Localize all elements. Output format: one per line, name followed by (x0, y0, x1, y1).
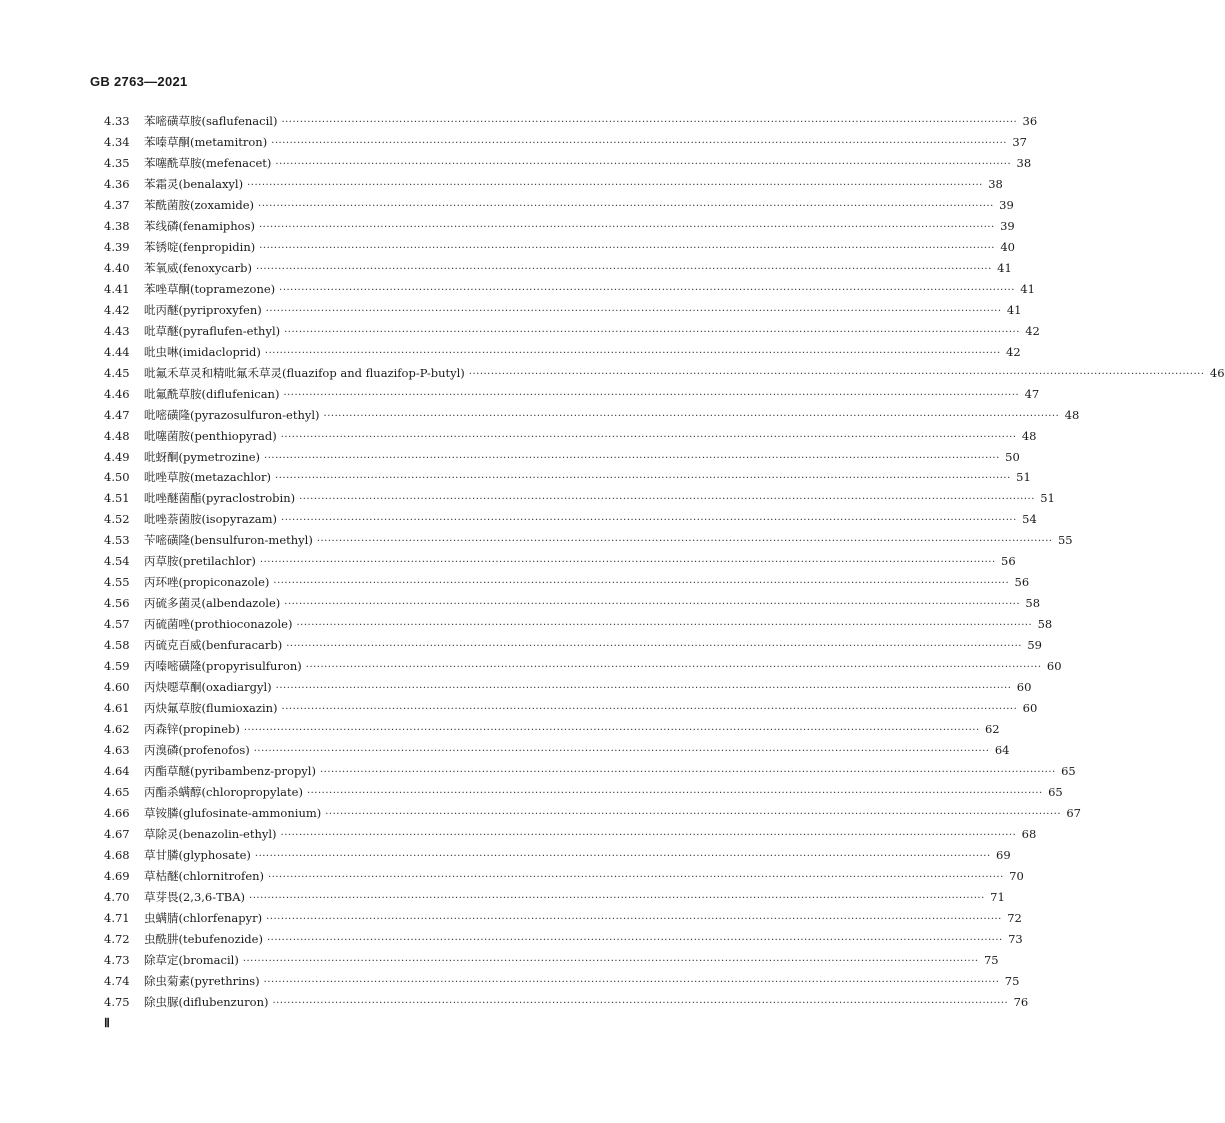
toc-entry (104, 971, 1020, 992)
toc-entry-page: 60 (1046, 659, 1062, 674)
toc-dot-leader: ········································································································································································································ (284, 599, 1021, 611)
toc-entry-number: 4.75 (104, 994, 130, 1009)
toc-dot-leader: ········································································································································································································ (275, 158, 1012, 170)
toc-entry-number: 4.73 (104, 952, 130, 967)
toc-entry-page: 62 (984, 722, 1000, 737)
toc-entry-number: 4.42 (104, 302, 130, 317)
toc-entry (104, 384, 1040, 405)
toc-dot-leader: ········································································································································································································ (258, 200, 994, 212)
toc-entry-page: 70 (1009, 868, 1024, 883)
toc-entry-title: 吡丙醚(pyriproxyfen) (144, 302, 262, 317)
toc-dot-leader: ········································································································································································································ (280, 431, 1017, 443)
toc-entry (104, 614, 1053, 635)
toc-entry-page: 42 (1025, 323, 1040, 338)
toc-entry-number: 4.38 (104, 218, 130, 233)
toc-entry-page: 41 (1020, 281, 1035, 296)
toc-entry-title: 虫螨腈(chlorfenapyr) (144, 910, 263, 925)
toc-entry-title: 除草定(bromacil) (144, 952, 239, 967)
toc-entry-title: 草芽畏(2,3,6-TBA) (144, 889, 246, 904)
toc-entry-number: 4.68 (104, 847, 130, 862)
toc-entry-number: 4.65 (104, 785, 130, 799)
toc-entry-title: 丙森锌(propineb) (144, 722, 240, 737)
toc-entry-page: 58 (1037, 617, 1053, 632)
toc-entry-page: 55 (1057, 533, 1073, 548)
toc-dot-leader: ········································································································································································································ (266, 913, 1002, 925)
toc-entry (104, 488, 1055, 509)
toc-entry (104, 887, 1005, 908)
toc-entry (104, 132, 1027, 153)
toc-entry (104, 761, 1076, 782)
toc-entry-number: 4.52 (104, 512, 130, 527)
toc-entry-number: 4.61 (104, 701, 130, 716)
toc-dot-leader: ········································································································································································································ (273, 578, 1010, 590)
toc-entry-title: 丙草胺(pretilachlor) (144, 554, 256, 569)
document-code-header: GB 2763—2021 (90, 74, 188, 89)
toc-entry-title: 吡嘧磺隆(pyrazosulfuron-ethyl) (144, 407, 320, 422)
toc-entry-title: 除虫菊素(pyrethrins) (144, 973, 260, 988)
toc-entry (104, 237, 1015, 258)
toc-entry-number: 4.59 (104, 659, 130, 674)
toc-dot-leader: ········································································································································································································ (275, 683, 1012, 695)
toc-entry (104, 845, 1011, 866)
toc-entry (104, 342, 1021, 363)
toc-entry-page: 40 (1000, 239, 1015, 254)
toc-entry-number: 4.53 (104, 533, 130, 548)
toc-entry-page: 48 (1021, 428, 1037, 443)
toc-dot-leader: ········································································································································································································ (242, 955, 979, 967)
toc-entry-number: 4.67 (104, 826, 130, 841)
toc-entry-number: 4.56 (104, 596, 130, 611)
toc-entry-number: 4.70 (104, 889, 130, 904)
toc-entry-page: 75 (1004, 973, 1020, 988)
toc-dot-leader: ········································································································································································································ (279, 284, 1015, 296)
toc-entry (104, 405, 1080, 426)
toc-entry-number: 4.54 (104, 554, 130, 569)
toc-dot-leader: ········································································································································································································ (305, 662, 1042, 674)
toc-entry (104, 908, 1022, 929)
toc-entry-title: 吡草醚(pyraflufen-ethyl) (144, 323, 281, 338)
toc-entry-number: 4.51 (104, 491, 130, 506)
toc-entry (104, 467, 1031, 488)
toc-entry (104, 258, 1012, 279)
toc-entry-title: 苯唑草酮(topramezone) (144, 281, 276, 296)
toc-entry-page: 36 (1022, 114, 1038, 128)
toc-dot-leader: ········································································································································································································ (283, 389, 1020, 401)
toc-entry-title: 丙环唑(propiconazole) (144, 575, 270, 590)
toc-entry-page: 51 (1040, 491, 1055, 506)
toc-entry-title: 苯锈啶(fenpropidin) (144, 239, 256, 254)
toc-entry (104, 300, 1022, 321)
toc-entry-title: 吡虫啉(imidacloprid) (144, 344, 261, 359)
toc-entry-title: 丙炔氟草胺(flumioxazin) (144, 701, 278, 716)
toc-entry-page: 56 (1001, 554, 1016, 569)
toc-entry-title: 苯霜灵(benalaxyl) (144, 176, 244, 191)
toc-dot-leader: ········································································································································································································ (256, 263, 992, 275)
toc-entry-title: 吡氟禾草灵和精吡氟禾草灵(fluazifop and fluazifop-P-butyl) (144, 365, 465, 380)
toc-entry (104, 656, 1062, 677)
toc-entry-page: 48 (1064, 407, 1080, 422)
toc-entry (104, 572, 1030, 593)
toc-entry (104, 321, 1040, 342)
toc-entry-number: 4.46 (104, 386, 130, 401)
toc-entry-number: 4.41 (104, 281, 130, 296)
toc-entry-number: 4.57 (104, 617, 130, 632)
toc-entry-number: 4.64 (104, 764, 130, 779)
toc-dot-leader: ········································································································································································································ (299, 494, 1035, 506)
toc-dot-leader: ········································································································································································································ (296, 620, 1033, 632)
toc-dot-leader: ········································································································································································································ (316, 536, 1053, 548)
toc-entry-page: 58 (1025, 596, 1041, 611)
toc-entry-page: 76 (1013, 994, 1029, 1009)
toc-entry-page: 59 (1027, 638, 1042, 653)
toc-entry-number: 4.72 (104, 931, 130, 946)
page-number: Ⅱ (104, 1016, 110, 1030)
toc-entry-page: 65 (1048, 785, 1063, 799)
toc-entry-title: 丙硫菌唑(prothioconazole) (144, 617, 293, 632)
toc-dot-leader: ········································································································································································································ (259, 557, 996, 569)
toc-entry (104, 530, 1073, 551)
toc-entry (104, 363, 1225, 384)
toc-entry-page: 64 (994, 743, 1010, 758)
toc-entry-title: 吡唑草胺(metazachlor) (144, 470, 272, 485)
toc-entry-number: 4.58 (104, 638, 130, 653)
toc-entry (104, 950, 999, 971)
toc-entry-page: 46 (1209, 365, 1225, 380)
toc-entry-page: 38 (988, 176, 1003, 191)
toc-dot-leader: ········································································································································································································ (265, 305, 1002, 317)
toc-entry (104, 509, 1037, 530)
toc-dot-leader: ········································································································································································································ (281, 704, 1018, 716)
toc-entry-page: 56 (1014, 575, 1030, 590)
toc-entry-page: 71 (990, 889, 1005, 904)
toc-entry-title: 吡唑醚菌酯(pyraclostrobin) (144, 491, 296, 506)
toc-entry-page: 51 (1016, 470, 1031, 485)
toc-entry-number: 4.63 (104, 743, 130, 758)
toc-entry (104, 803, 1081, 824)
toc-entry-number: 4.33 (104, 114, 130, 128)
toc-entry (104, 929, 1023, 950)
toc-entry-title: 丙酯杀螨醇(chloropropylate) (144, 785, 303, 799)
toc-dot-leader: ········································································································································································································ (249, 892, 985, 904)
toc-entry-page: 42 (1006, 344, 1021, 359)
toc-entry-title: 苯线磷(fenamiphos) (144, 218, 255, 233)
toc-entry-number: 4.47 (104, 407, 130, 422)
toc-entry (104, 153, 1032, 174)
toc-entry-number: 4.48 (104, 428, 130, 443)
toc-dot-leader: ········································································································································································································ (286, 641, 1022, 653)
toc-entry-number: 4.44 (104, 344, 130, 359)
toc-dot-leader: ········································································································································································································ (271, 137, 1007, 149)
toc-entry (104, 635, 1042, 656)
toc-entry (104, 992, 1029, 1013)
toc-entry-page: 65 (1061, 764, 1076, 779)
toc-entry-page: 72 (1007, 910, 1022, 925)
toc-entry-number: 4.34 (104, 134, 130, 149)
toc-entry-title: 除虫脲(diflubenzuron) (144, 994, 269, 1009)
toc-entry-title: 吡唑萘菌胺(isopyrazam) (144, 512, 278, 527)
toc-entry-number: 4.40 (104, 260, 130, 275)
toc-entry-page: 54 (1022, 512, 1037, 527)
toc-dot-leader: ········································································································································································································ (263, 976, 1000, 988)
toc-entry-page: 37 (1012, 134, 1027, 149)
toc-entry-title: 苯嗪草酮(metamitron) (144, 134, 268, 149)
toc-entry (104, 866, 1024, 887)
toc-entry (104, 111, 1038, 132)
toc-entry (104, 447, 1020, 468)
toc-entry-title: 吡氟酰草胺(diflufenican) (144, 386, 280, 401)
toc-dot-leader: ········································································································································································································ (258, 221, 995, 233)
toc-dot-leader: ········································································································································································································ (281, 515, 1017, 527)
toc-dot-leader: ········································································································································································································ (259, 242, 995, 254)
toc-entry (104, 740, 1010, 761)
toc-dot-leader: ········································································································································································································ (268, 871, 1004, 883)
toc-entry-number: 4.43 (104, 323, 130, 338)
toc-entry-number: 4.66 (104, 805, 130, 820)
toc-entry (104, 677, 1032, 698)
toc-entry-page: 41 (1006, 302, 1022, 317)
toc-dot-leader: ········································································································································································································ (264, 452, 1000, 464)
toc-dot-leader: ········································································································································································································ (272, 997, 1009, 1009)
toc-entry-number: 4.50 (104, 470, 130, 485)
toc-entry (104, 216, 1015, 237)
toc-entry-title: 吡噻菌胺(penthiopyrad) (144, 428, 277, 443)
toc-dot-leader: ········································································································································································································ (266, 934, 1003, 946)
toc-entry-number: 4.69 (104, 868, 130, 883)
toc-entry-page: 69 (996, 847, 1011, 862)
toc-entry-page: 47 (1024, 386, 1040, 401)
toc-entry-page: 60 (1016, 680, 1032, 695)
toc-dot-leader: ········································································································································································································ (323, 410, 1060, 422)
toc-entry-title: 丙硫多菌灵(albendazole) (144, 596, 281, 611)
toc-entry-page: 60 (1022, 701, 1038, 716)
toc-entry-title: 苯氧威(fenoxycarb) (144, 260, 253, 275)
toc-entry-page: 50 (1005, 449, 1020, 464)
toc-entry-page: 41 (997, 260, 1012, 275)
toc-entry-title: 草除灵(benazolin-ethyl) (144, 826, 277, 841)
toc-dot-leader: ········································································································································································································ (247, 179, 983, 191)
toc-entry (104, 824, 1037, 845)
toc-entry-title: 丙炔噁草酮(oxadiargyl) (144, 680, 272, 695)
toc-dot-leader: ········································································································································································································ (264, 347, 1001, 359)
toc-entry (104, 719, 1000, 740)
toc-entry-title: 丙溴磷(profenofos) (144, 743, 250, 758)
toc-entry (104, 174, 1003, 195)
toc-entry-number: 4.55 (104, 575, 130, 590)
toc-dot-leader: ········································································································································································································ (281, 117, 1018, 128)
toc-entry-title: 苄嘧磺隆(bensulfuron-methyl) (144, 533, 313, 548)
toc-entry (104, 698, 1038, 719)
toc-entry (104, 593, 1041, 614)
toc-entry-page: 39 (1000, 218, 1015, 233)
toc-entry-title: 虫酰肼(tebufenozide) (144, 931, 263, 946)
toc-entry-title: 丙酯草醚(pyribambenz-propyl) (144, 764, 316, 779)
toc-dot-leader: ········································································································································································································ (275, 473, 1011, 485)
toc-dot-leader: ········································································································································································································ (253, 746, 990, 758)
toc-entry-number: 4.71 (104, 910, 130, 925)
toc-entry (104, 195, 1014, 216)
toc-entry-number: 4.45 (104, 365, 130, 380)
toc-dot-leader: ········································································································································································································ (284, 326, 1020, 338)
toc-dot-leader: ········································································································································································································ (319, 767, 1056, 779)
toc-entry-page: 38 (1016, 155, 1032, 170)
toc-entry-title: 苯酰菌胺(zoxamide) (144, 197, 255, 212)
toc-entry-number: 4.60 (104, 680, 130, 695)
toc-entry-title: 丙硫克百威(benfuracarb) (144, 638, 283, 653)
toc-dot-leader: ········································································································································································································ (280, 829, 1017, 841)
toc-entry (104, 551, 1016, 572)
toc-entry-title: 吡蚜酮(pymetrozine) (144, 449, 261, 464)
toc-entry-page: 73 (1008, 931, 1023, 946)
toc-entry-title: 草枯醚(chlornitrofen) (144, 868, 265, 883)
toc-entry-page: 68 (1021, 826, 1037, 841)
table-of-contents (104, 111, 1225, 1013)
toc-entry-number: 4.62 (104, 722, 130, 737)
toc-entry-title: 草铵膦(glufosinate-ammonium) (144, 805, 322, 820)
toc-entry-number: 4.49 (104, 449, 130, 464)
toc-dot-leader: ········································································································································································································ (254, 850, 991, 862)
toc-entry-page: 39 (999, 197, 1014, 212)
toc-entry-number: 4.36 (104, 176, 130, 191)
toc-entry-title: 草甘膦(glyphosate) (144, 847, 251, 862)
toc-entry (104, 782, 1063, 803)
toc-entry-number: 4.35 (104, 155, 130, 170)
toc-entry (104, 426, 1037, 447)
toc-dot-leader: ········································································································································································································ (243, 725, 980, 737)
toc-entry (104, 279, 1035, 300)
toc-entry-title: 丙嗪嘧磺隆(propyrisulfuron) (144, 659, 302, 674)
toc-dot-leader: ········································································································································································································ (306, 788, 1043, 799)
toc-dot-leader: ········································································································································································································ (468, 368, 1205, 380)
toc-entry-number: 4.74 (104, 973, 130, 988)
toc-entry-title: 苯噻酰草胺(mefenacet) (144, 155, 272, 170)
toc-entry-number: 4.37 (104, 197, 130, 212)
toc-entry-page: 67 (1066, 805, 1081, 820)
toc-dot-leader: ········································································································································································································ (325, 808, 1061, 820)
toc-entry-page: 75 (983, 952, 999, 967)
toc-entry-title: 苯嘧磺草胺(saflufenacil) (144, 114, 278, 128)
toc-entry-number: 4.39 (104, 239, 130, 254)
